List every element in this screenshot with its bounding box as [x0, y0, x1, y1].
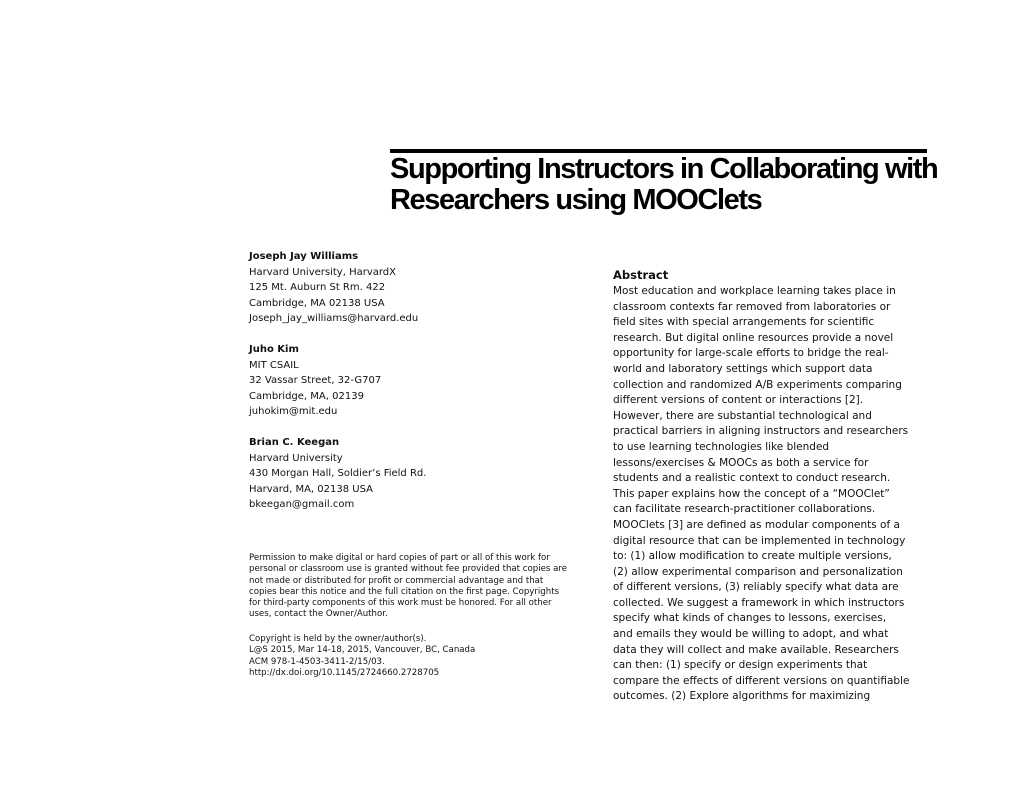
author-name: Joseph Jay Williams	[249, 251, 359, 262]
author-3	[249, 435, 579, 513]
acm-isbn-line: ACM 978-1-4503-3411-2/15/03.	[249, 656, 385, 667]
author-affiliation: Harvard University	[249, 452, 343, 464]
author-1	[249, 249, 579, 327]
author-email: bkeegan@gmail.com	[249, 499, 355, 511]
author-name: Juho Kim	[249, 343, 299, 355]
author-affiliation: Harvard University, HarvardX	[249, 266, 397, 278]
author-email: juhokim@mit.edu	[249, 406, 338, 418]
doi-link: http://dx.doi.org/10.1145/2724660.2728705	[249, 667, 440, 678]
author-email: Joseph_jay_williams@harvard.edu	[249, 313, 419, 325]
author-address: 430 Morgan Hall, Soldier’s Field Rd.	[249, 468, 427, 480]
abstract-heading: Abstract	[613, 268, 669, 282]
conference-line: L@S 2015, Mar 14-18, 2015, Vancouver, BC, Canada	[249, 645, 476, 656]
abstract-body: Most education and workplace learning takes place in classroom contexts far removed from laboratories or field sites with special arrangements for scientific research. But digital online resources provide a novel opportunity for large-scale efforts to bridge the real- world and laboratory settings which support data collection and randomized A/B experiments comparing different versions of content or interactions [2]. However, there are substantial technological and practical barriers in aligning instructors and researchers to use learning technologies like blended lessons/exercises & MOOCs as both a service for students and a realistic context to conduct research. This paper explains how the concept of a “MOOClet” can facilitate research-practitioner collaborations. MOOClets [3] are defined as modular components of a digital resource that can be implemented in technology to: (1) allow modification to create multiple versions, (2) allow experimental comparison and personalization of different versions, (3) reliably specify what data are collected. We suggest a framework in which instructors specify what kinds of changes to lessons, exercises, and emails they would be willing to adopt, and what data they will collect and make available. Researchers can then: (1) specify or design experiments that compare the effects of different versions on quantifiable outcomes. (2) Explore algorithms for maximizing	[613, 285, 910, 703]
author-address: 125 Mt. Auburn St Rm. 422	[249, 282, 386, 294]
author-affiliation: MIT CSAIL	[249, 359, 299, 371]
author-city: Harvard, MA, 02138 USA	[249, 483, 373, 495]
author-address: 32 Vassar Street, 32-G707	[249, 375, 382, 387]
abstract-section	[613, 268, 943, 705]
paper-title: Supporting Instructors in Collaborating with Researchers using MOOClets	[390, 153, 938, 216]
permission-notice: Permission to make digital or hard copies of part or all of this work for personal or classroom use is granted without fee provided that copies are not made or distributed for profit or commercial advantage and that copies bear this notice and the full citation on the first page. Copyrights for third-party components of this work must be honored. For all other uses, contact the Owner/Author.	[249, 553, 567, 620]
copyright-line: Copyright is held by the owner/author(s).	[249, 634, 427, 644]
copyright-block	[249, 634, 594, 679]
author-name: Brian C. Keegan	[249, 436, 340, 448]
author-2	[249, 342, 579, 420]
author-city: Cambridge, MA, 02139	[249, 390, 364, 402]
author-block	[249, 249, 579, 528]
author-city: Cambridge, MA 02138 USA	[249, 297, 385, 309]
